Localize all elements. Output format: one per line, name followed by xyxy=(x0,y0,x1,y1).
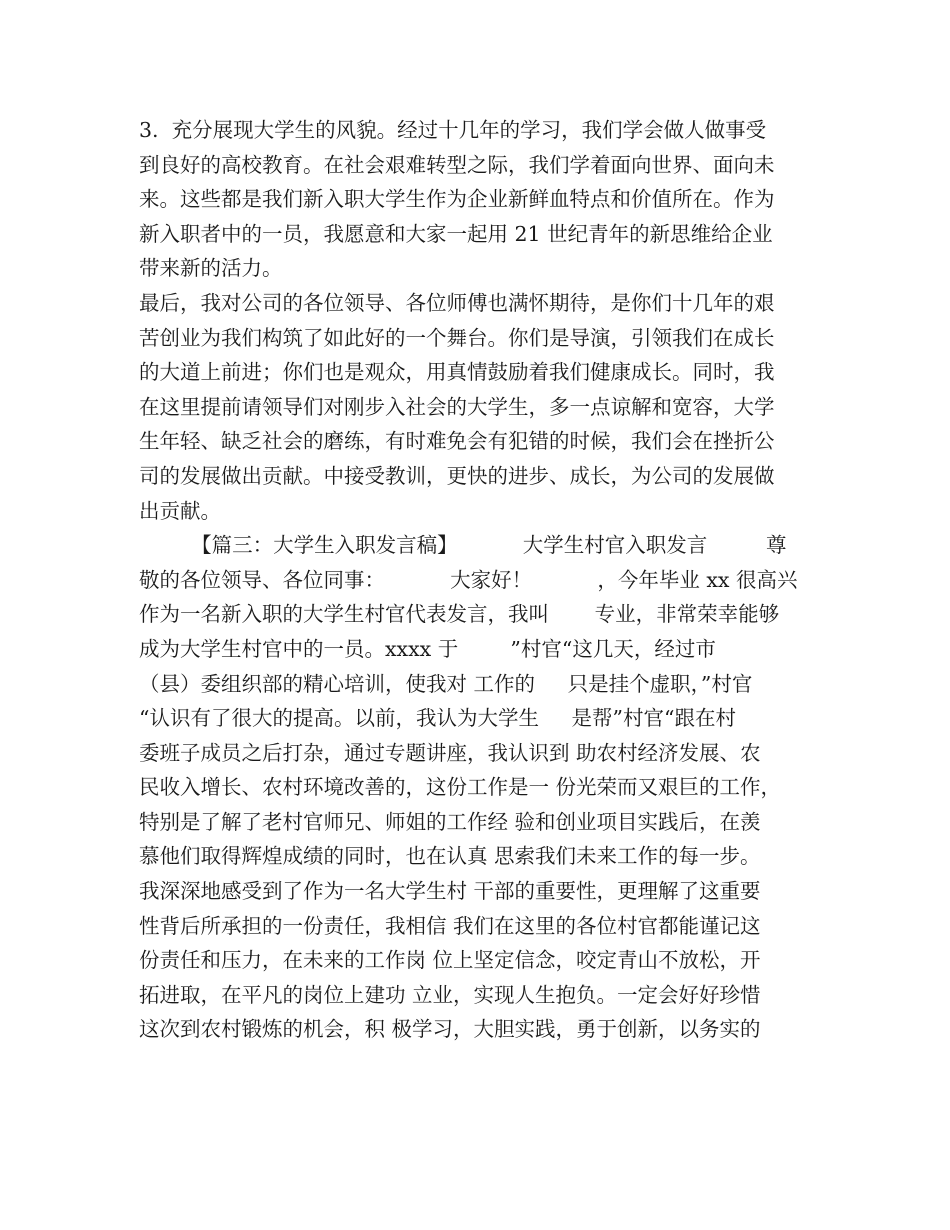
text-line: 生年轻、缺乏社会的磨练，有时难免会有犯错的时候，我们会在挫折公 xyxy=(139,429,775,454)
document-body xyxy=(139,113,824,1047)
text-line: 带来新的活力。 xyxy=(139,256,283,281)
text-line: 份责任和压力，在未来的工作岗 位上坚定信念，咬定青山不放松，开 xyxy=(139,948,761,973)
text-line: 出贡献。 xyxy=(139,498,221,523)
text-line: （县）委组织部的精心培训，使我对 工作的 只是挂个虚职，”村官 xyxy=(139,671,753,696)
text-line: 我深深地感受到了作为一名大学生村 干部的重要性，更理解了这重要 xyxy=(139,879,761,904)
text-line: “认识有了很大的提高。以前，我认为大学生 是帮”村官“跟在村 xyxy=(139,706,737,731)
text-line: 来。这些都是我们新入职大学生作为企业新鲜血特点和价值所在。作为 xyxy=(139,187,775,212)
section-heading-line: 【篇三：大学生入职发言稿】 大学生村官入职发言 尊 xyxy=(139,533,787,558)
text-line: 作为一名新入职的大学生村官代表发言，我叫 专业，非常荣幸能够 xyxy=(139,602,780,627)
text-line: 3. 充分展现大学生的风貌。经过十几年的学习，我们学会做人做事受 xyxy=(139,118,767,142)
text-line: 拓进取，在平凡的岗位上建功 立业，实现人生抱负。一定会好好珍惜 xyxy=(139,982,761,1007)
text-line: 司的发展做出贡献。中接受教训，更快的进步、成长，为公司的发展做 xyxy=(139,463,775,488)
text-line: 委班子成员之后打杂，通过专题讲座，我认识到 助农村经济发展、农 xyxy=(139,740,761,765)
text-line: 敬的各位领导、各位同事： 大家好！ ，今年毕业 xx 很高兴 xyxy=(139,567,798,592)
text-line: 苦创业为我们构筑了如此好的一个舞台。你们是导演，引领我们在成长 xyxy=(139,325,775,350)
text-line: 到良好的高校教育。在社会艰难转型之际，我们学着面向世界、面向未 xyxy=(139,152,775,177)
text-line: 在这里提前请领导们对刚步入社会的大学生，多一点谅解和宽容，大学 xyxy=(139,394,775,419)
text-line: 成为大学生村官中的一员。xxxx 于 ”村官“这几天，经过市 xyxy=(139,636,716,661)
text-line: 特别是了解了老村官师兄、师姐的工作经 验和创业项目实践后，在羡 xyxy=(139,809,761,834)
text-line: 性背后所承担的一份责任，我相信 我们在这里的各位村官都能谨记这 xyxy=(139,913,761,938)
text-line: 的大道上前进；你们也是观众，用真情鼓励着我们健康成长。同时，我 xyxy=(139,360,775,385)
text-line: 慕他们取得辉煌成绩的同时，也在认真 思索我们未来工作的每一步。 xyxy=(139,844,761,869)
text-line: 这次到农村锻炼的机会，积 极学习，大胆实践，勇于创新，以务实的 xyxy=(139,1017,761,1042)
text-line: 最后，我对公司的各位领导、各位师傅也满怀期待，是你们十几年的艰 xyxy=(139,290,775,315)
text-line: 新入职者中的一员，我愿意和大家一起用 21 世纪青年的新思维给企业 xyxy=(139,221,773,246)
text-line: 民收入增长、农村环境改善的，这份工作是一 份光荣而又艰巨的工作， xyxy=(139,775,782,800)
